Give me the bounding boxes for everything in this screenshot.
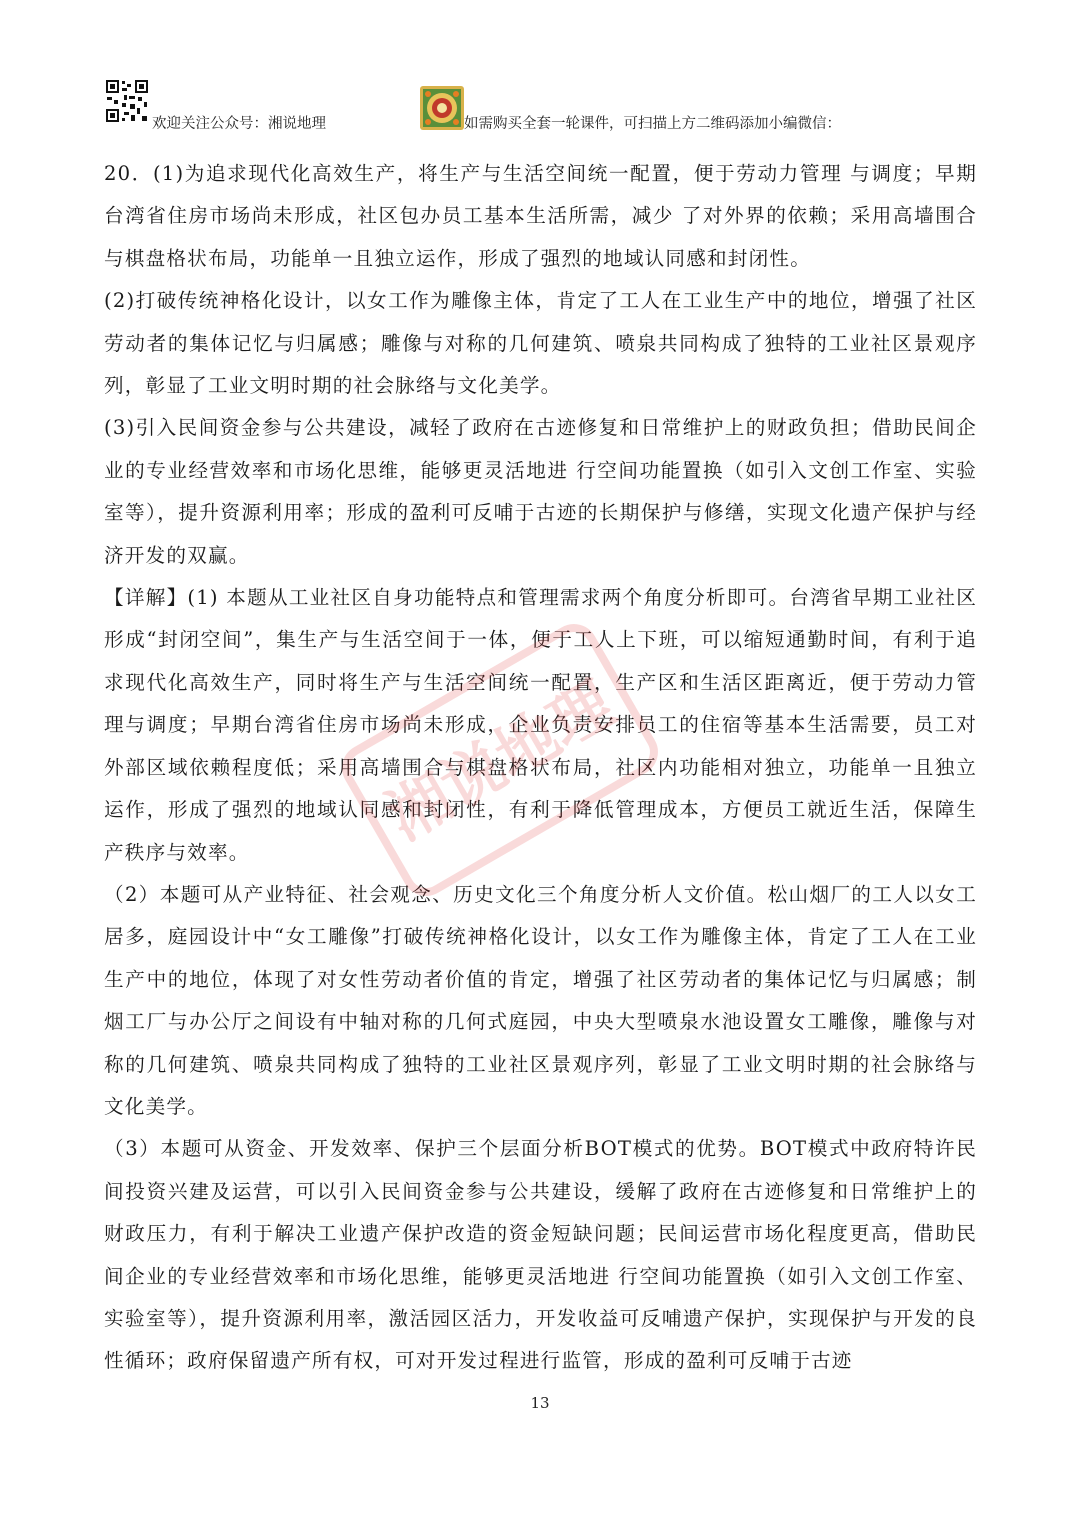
mandala-badge-icon <box>420 86 464 130</box>
header-left-text: 欢迎关注公众号：湘说地理 <box>152 116 326 132</box>
explanation-paragraph-1: 【详解】(1) 本题从工业社区自身功能特点和管理需求两个角度分析即可。台湾省早期工业社区形成“封闭空间”，集生产与生活空间于一体，便于工人上下班，可以缩短通勤时间，有利于追求现代化高效生产，同时将生产与生活空间统一配置，生产区和生活区距离近，便于劳动力管理与调度；早期台湾省住房市场尚未形成，企业负责安排员工的住宿等基本生活需要，员工对外部区域依赖程度低；采用高墙围合与棋盘格状布局，社区内功能相对独立，功能单一且独立运作，形成了强烈的地域认同感和封闭性，有利于降低管理成本，方便员工就近生活，保障生产秩序与效率。 <box>104 586 977 864</box>
answer-paragraph-3: (3)引入民间资金参与公共建设，减轻了政府在古迹修复和日常维护上的财政负担；借助民间企业的专业经营效率和市场化思维，能够更灵活地进 行空间功能置换（如引入文创工作室、实验室等），提升资源利用率；形成的盈利可反哺于古迹的长期保护与修缮，实现文化遗产保护与经济开发的双赢。 <box>104 416 977 567</box>
watermark-text: 湘说地理 <box>374 666 626 855</box>
page-header <box>104 78 1004 134</box>
answer-paragraph-2: (2)打破传统神格化设计，以女工作为雕像主体，肯定了工人在工业生产中的地位，增强了社区劳动者的集体记忆与归属感；雕像与对称的几何建筑、喷泉共同构成了独特的工业社区景观序列，彰显了工业文明时期的社会脉络与文化美学。 <box>104 289 977 398</box>
explanation-paragraph-3: （3）本题可从资金、开发效率、保护三个层面分析BOT模式的优势。BOT模式中政府特许民间投资兴建及运营，可以引入民间资金参与公共建设，缓解了政府在古迹修复和日常维护上的财政压力，有利于解决工业遗产保护改造的资金短缺问题；民间运营市场化程度更高，借助民间企业的专业经营效率和市场化思维，能够更灵活地进 行空间功能置换（如引入文创工作室、实验室等），提升资源利用率，激活园区活力，开发收益可反哺遗产保护，实现保护与开发的良性循环；政府保留遗产所有权，可对开发过程进行监管，形成的盈利可反哺于古迹 <box>104 1137 977 1373</box>
explanation-paragraph-2: （2）本题可从产业特征、社会观念、历史文化三个角度分析人文价值。松山烟厂的工人以女工居多，庭园设计中“女工雕像”打破传统神格化设计，以女工作为雕像主体，肯定了工人在工业生产中的地位，体现了对女性劳动者价值的肯定，增强了社区劳动者的集体记忆与归属感；制烟工厂与办公厅之间设有中轴对称的几何式庭园，中央大型喷泉水池设置女工雕像，雕像与对称的几何建筑、喷泉共同构成了独特的工业社区景观序列，彰显了工业文明时期的社会脉络与文化美学。 <box>104 882 977 1118</box>
answer-content <box>104 153 977 1383</box>
qr-code-icon <box>104 78 150 124</box>
page-number: 13 <box>530 1394 550 1412</box>
header-right-text: 如需购买全套一轮课件，可扫描上方二维码添加小编微信： <box>464 116 841 132</box>
answer-paragraph-1: 20．(1)为追求现代化高效生产，将生产与生活空间统一配置，便于劳动力管理 与调度；早期台湾省住房市场尚未形成，社区包办员工基本生活所需，减少 了对外界的依赖；采用高墙围合与棋盘格状布局，功能单一且独立运作，形成了强烈的地域认同感和封闭性。 <box>104 162 977 270</box>
